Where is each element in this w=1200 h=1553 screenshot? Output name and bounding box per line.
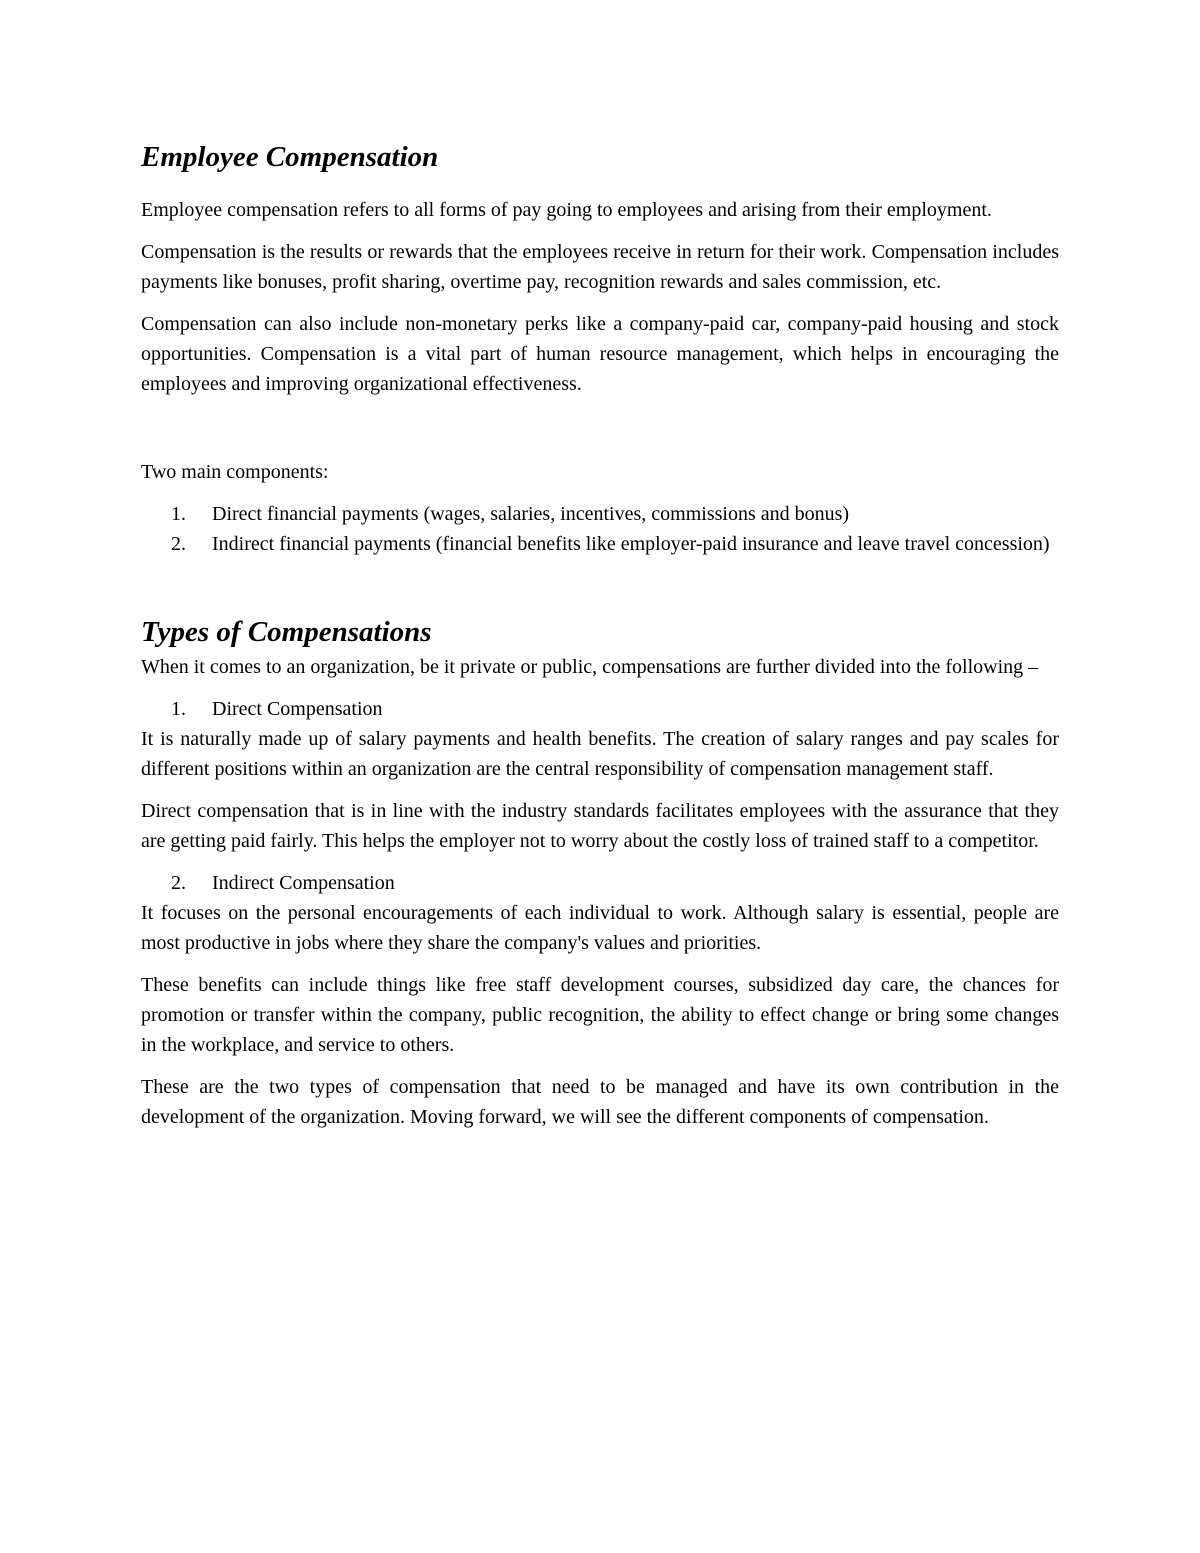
type-title: Indirect Compensation: [212, 871, 395, 894]
paragraph-indirect-benefits: These benefits can include things like free staff development courses, subsidized day care, the chances for promotion or transfer within the company, public recognition, the ability to effect change or bring some changes in the workplace, and service to others.: [141, 973, 1059, 1056]
paragraph-direct-salary: It is naturally made up of salary payments and health benefits. The creation of salary ranges and pay scales for different positions within an organization are the central responsibility of compensation management staff.: [141, 727, 1059, 780]
list-item-number: 2.: [171, 532, 186, 555]
paragraph-direct-standards: Direct compensation that is in line with the industry standards facilitates employees with the assurance that they are getting paid fairly. This helps the employer not to worry about the costly loss of trained staff to a competitor.: [141, 799, 1059, 852]
section-title-types-of-compensations: Types of Compensations: [141, 615, 432, 648]
list-item-text: Indirect financial payments (financial benefits like employer-paid insurance and leave travel concession): [212, 532, 1050, 555]
types-intro: When it comes to an organization, be it private or public, compensations are further divided into the following –: [141, 655, 1039, 678]
type-number: 1.: [171, 697, 186, 720]
components-intro: Two main components:: [141, 460, 329, 483]
list-item: [141, 499, 1059, 529]
paragraph-results-rewards: Compensation is the results or rewards that the employees receive in return for their work. Compensation includes payments like bonuses, profit sharing, overtime pay, recognition rewards and sales commission, etc.: [141, 240, 1059, 293]
list-item-number: 1.: [171, 502, 186, 525]
components-list: [141, 499, 1059, 559]
document-page: [141, 140, 1059, 1144]
paragraph-conclusion: These are the two types of compensation that need to be managed and have its own contribution in the development of the organization. Moving forward, we will see the different components of compensation.: [141, 1075, 1059, 1128]
list-item-text: Direct financial payments (wages, salaries, incentives, commissions and bonus): [212, 502, 850, 525]
type-heading-direct: [141, 694, 1059, 724]
type-number: 2.: [171, 871, 186, 894]
list-item: [141, 529, 1059, 559]
paragraph-definition: Employee compensation refers to all forms of pay going to employees and arising from their employment.: [141, 198, 992, 221]
paragraph-non-monetary-perks: Compensation can also include non-monetary perks like a company-paid car, company-paid housing and stock opportunities. Compensation is a vital part of human resource management, which helps in encouraging the employees and improving organizational effectiveness.: [141, 312, 1059, 395]
type-heading-indirect: [141, 868, 1059, 898]
paragraph-indirect-encouragements: It focuses on the personal encouragements of each individual to work. Although salary is essential, people are most productive in jobs where they share the company's values and priorities.: [141, 901, 1059, 954]
type-title: Direct Compensation: [212, 697, 383, 720]
section-title-employee-compensation: Employee Compensation: [141, 141, 439, 173]
